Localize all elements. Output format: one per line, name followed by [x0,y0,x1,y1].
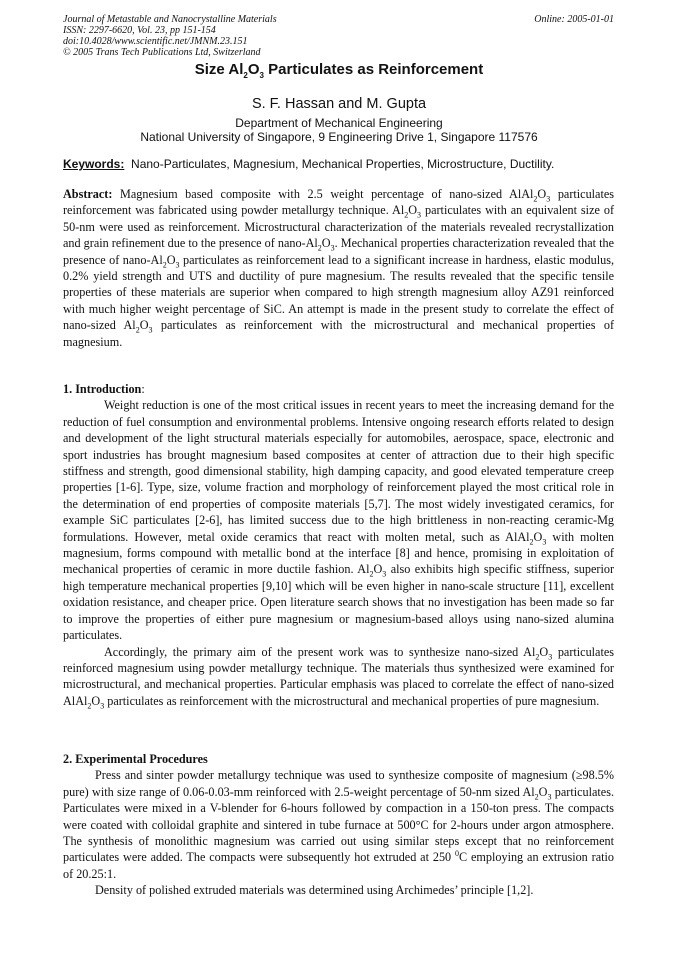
degree-superscript: 0 [455,849,460,859]
chem-o: O [539,644,549,659]
title-post: Particulates as Reinforcement [263,61,484,78]
chem-sub: 2 [87,701,92,711]
chem-sub: 3 [546,194,551,204]
chem-sub: 3 [548,651,553,661]
experimental-text: particulates. Particulates were mixed in a V-blender for 6-hours followed by compaction in a 150-ton press. The compacts were coated with colloidal graphite and sintered in tube furnace at 500°C for 2-hours under argon atmosphere. The synthesis of monolithic magnesium was carried out using similar steps except that no reinforcement particulates were added. The compacts were subsequently hot extruded at 250 [63,784,614,865]
chem-al: Al [517,529,530,544]
experimental-section [63,751,614,899]
abstract-label: Abstract: [63,187,113,201]
experimental-text: C employing an extrusion ratio of 20.25:1. [63,850,614,881]
journal-doi: doi:10.4028/www.scientific.net/JMNM.23.151 [63,36,248,47]
experimental-heading: 2. Experimental Procedures [63,752,208,766]
intro-text: also exhibits high specific stiffness, superior high temperature mechanical properties [9,10] which will be even higher in nano-scale structure [11], excellent oxidation resistance, and cheaper price. Open literature search shows that no investigation has been made so far to improve the properties of either pure magnesium or magnesium-based alloys using nano-sized alumina particulates. [63,562,615,643]
journal-issn: ISSN: 2297-6620, Vol. 23, pp 151-154 [63,25,216,36]
intro-heading: 1. Introduction [63,382,142,396]
chem-sub: 2 [535,651,540,661]
paper-title [0,59,678,81]
title-sub1: 2 [243,71,248,80]
chem-sub: 3 [382,569,387,579]
chem-o: O [533,529,543,544]
abstract-text: particulates reinforcement was fabricated using powder metallurgy technique. Al [63,187,614,218]
chem-o: O [408,203,418,218]
journal-copyright: © 2005 Trans Tech Publications Ltd, Switzerland [63,47,261,58]
chem-sub: 3 [148,325,153,335]
intro-paragraph-2 [63,644,614,710]
abstract [63,186,614,350]
experimental-paragraph-1 [63,767,614,882]
chem-sub: 2 [404,210,409,220]
chem-sub: 2 [529,537,534,547]
chem-sub: 2 [534,792,539,802]
abstract-text: particulates as reinforcement with the microstructural and mechanical properties of magnesium. [63,318,614,349]
department: Department of Mechanical Engineering [235,116,443,130]
chem-sub: 3 [175,260,180,270]
chem-sub: 2 [533,194,538,204]
chem-o: O [537,187,547,201]
authors: S. F. Hassan and M. Gupta [251,96,427,112]
intro-text: Weight reduction is one of the most critical issues in recent years to meet the increasing demand for the reduction of fuel consumption and environmental problems. Intensive ongoing research efforts related to design and development of the light structural materials especially for automobiles, aerospace, space, electronic and sport industries has brought magnesium based composites at center of attraction due to their high specific stiffness and strength, good dimensional stability, high damping capacity, and good elevated temperature creep properties [1-6]. Type, size, volume fraction and morphology of reinforcement played the most critical role in the determination of end properties of composite materials [5,7]. The most widely investigated ceramics, for example SiC particulates [2-6], has limited success due to the high brittleness in non-reacting ceramic-Mg formulations. However, metal oxide ceramics that react with molten metal, such as Al [63,398,614,544]
intro-paragraph-1 [63,397,614,643]
journal-header [63,14,277,58]
intro-text: particulates as reinforcement with the microstructural and mechanical properties of pure magnesium. [104,693,600,708]
chem-sub: 2 [135,325,140,335]
chem-o: O [91,693,101,708]
chem-o: O [373,562,383,577]
abstract-text: particulates with an equivalent size of 50-nm were used as reinforcement. Microstructural characterization of the materials revealed recrystallization and grain refinement due to the presence of nano-Al [63,203,614,251]
chem-al: Al [75,693,88,708]
online-date: Online: 2005-01-01 [534,14,614,25]
chem-sub: 2 [162,260,167,270]
title-pre: Size Al [194,61,244,78]
chem-sub: 3 [330,243,335,253]
title-sub2: 3 [259,71,264,80]
university: National University of Singapore, 9 Engineering Drive 1, Singapore 117576 [140,130,538,144]
abstract-text: . Mechanical properties characterization revealed that the presence of nano-Al [63,236,614,267]
chem-sub: 2 [369,569,374,579]
intro-text: with molten magnesium, forms compound with metallic bond at the interface [8] and hence, promising in exploitation of mechanical properties of ceramic in more ductile fashion. Al [63,529,614,577]
chem-o: O [166,252,176,267]
journal-name: Journal of Metastable and Nanocrystalline Materials [63,14,277,25]
chem-sub: 2 [317,243,322,253]
chem-sub: 3 [547,792,552,802]
chem-al: Al [521,187,534,201]
title-mid: O [247,61,260,78]
chem-o: O [139,318,149,333]
keywords-label: Keywords: [63,157,125,171]
chem-sub: 3 [417,210,422,220]
keywords-text: Nano-Particulates, Magnesium, Mechanical Properties, Microstructure, Ductility. [131,157,555,171]
intro-text: particulates reinforced magnesium using powder metallurgy technique. The materials thus synthesized were examined for microstructural, and mechanical properties. Particular emphasis was placed to correlate the effect of nano-sized Al [63,644,614,708]
abstract-text: particulates as reinforcement lead to a significant increase in hardness, elastic modulus, 0.2% yield strength and UTS and ductility of pure magnesium. The results revealed that the specific tensile properties of these materials are superior when compared to high strength magnesium alloy AZ91 reinforced with much higher weight percentage of SiC. An attempt is made in the present study to correlate the effect of nano-sized Al [63,252,614,333]
experimental-paragraph-2: Density of polished extruded materials was determined using Archimedes’ principle [1,2]. [95,883,534,898]
intro-text: Accordingly, the primary aim of the present work was to synthesize nano-sized Al [104,644,536,659]
chem-sub: 3 [542,537,547,547]
experimental-text: Press and sinter powder metallurgy technique was used to synthesize composite of magnesium (≥98.5% pure) with size range of 0.06-0.03-mm reinforced with 2.5-weight percentage of 50-nm sized Al [63,768,614,799]
chem-o: O [538,784,548,799]
keywords [63,157,615,171]
intro-colon: : [141,382,145,396]
introduction-section [63,381,614,709]
chem-sub: 3 [100,701,105,711]
abstract-text: Magnesium based composite with 2.5 weight percentage of nano-sized Al [112,187,522,201]
chem-o: O [321,236,331,251]
